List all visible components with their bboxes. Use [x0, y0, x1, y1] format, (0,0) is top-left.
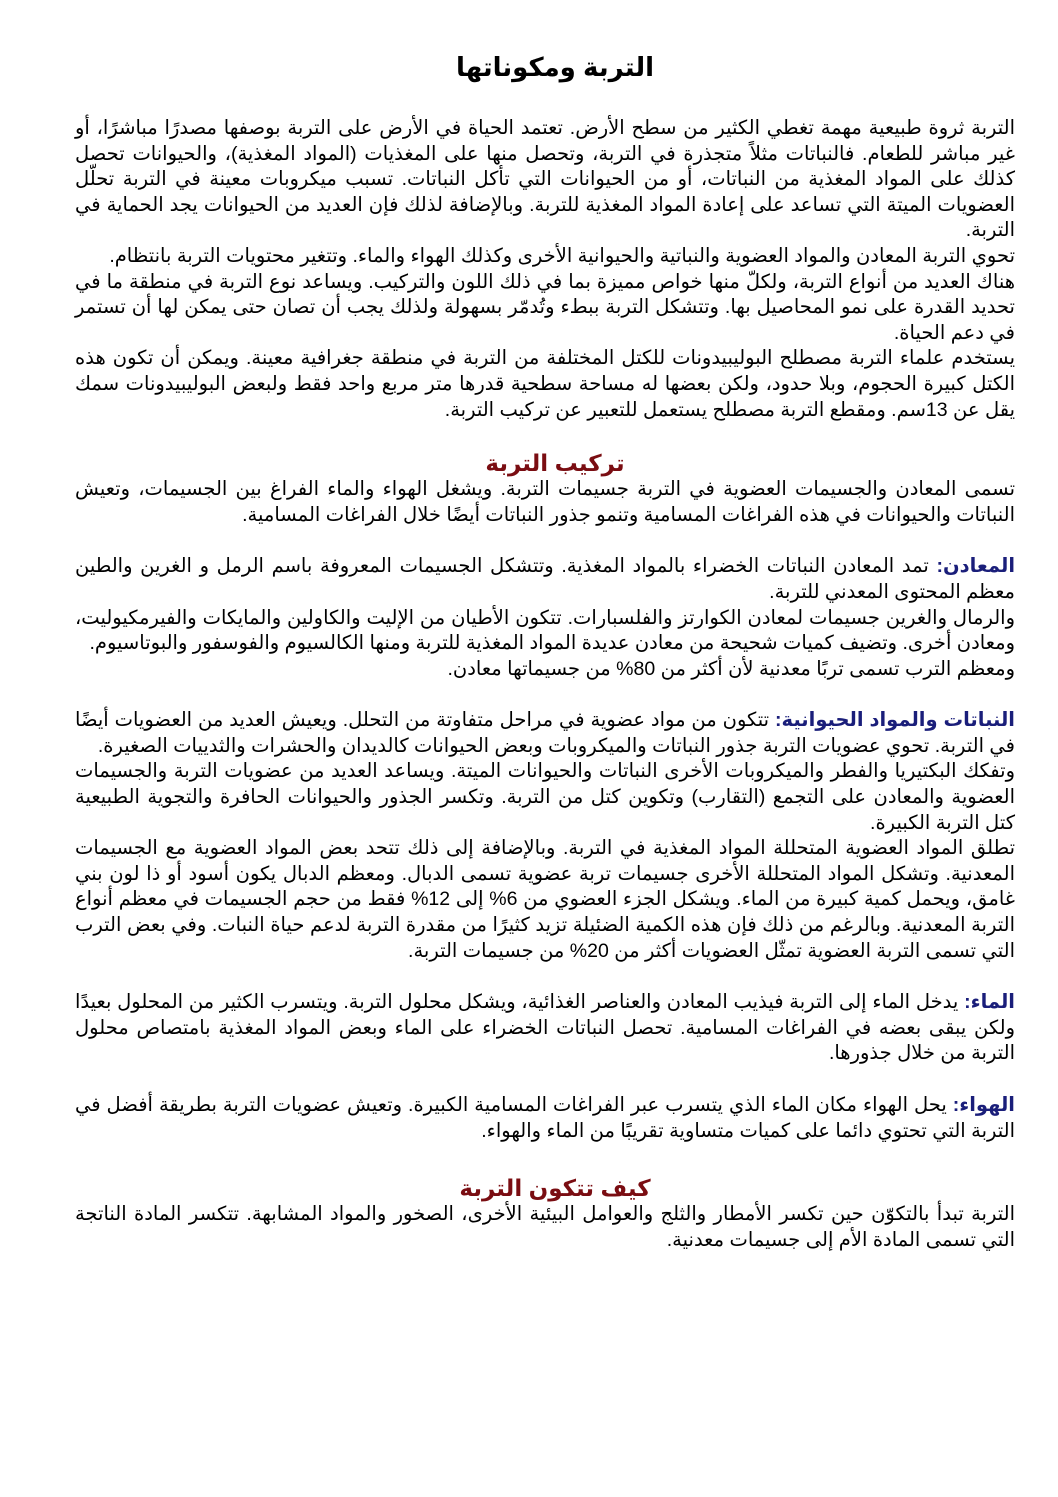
organic-paragraph-3: تطلق المواد العضوية المتحللة المواد المغذية في التربة. وبالإضافة إلى ذلك تتحد بعض المواد العضوية مع الجسيمات المعدنية. وتشكل المواد المتحللة الأخرى جسيمات تربة عضوية تسمى الدبال. ومعظم الدبال يكون أسود أو ذا لون بني غامق، ويحمل كمية كبيرة من الماء. ويشكل الجزء العضوي من 6% إلى 12% فقط من حجم الجسيمات في معظم أنواع التربة المعدنية. وبالرغم من ذلك فإن هذه الكمية الضئيلة تزيد كثيرًا من مقدرة التربة لدعم حياة النبات. وفي بعض الترب التي تسمى التربة العضوية تمثّل العضويات أكثر من 20% من جسيمات التربة.	[75, 837, 1015, 962]
formation-paragraph: التربة تبدأ بالتكوّن حين تكسر الأمطار والثلج والعوامل البيئية الأخرى، الصخور والمواد المشابهة. تتكسر المادة الناتجة التي تسمى المادة الأم إلى جسيمات معدنية.	[75, 1203, 1015, 1251]
air-label: الهواء:	[952, 1094, 1015, 1116]
intro-paragraph-2: تحوي التربة المعادن والمواد العضوية والنباتية والحيوانية الأخرى وكذلك الهواء والماء. وتتغير محتويات التربة بانتظام.	[109, 244, 1015, 267]
air-text: يحل الهواء مكان الماء الذي يتسرب عبر الفراغات المسامية الكبيرة. وتعيش عضويات التربة بطريقة أفضل في التربة التي تحتوي دائما على كميات متساوية تقريبًا من الماء والهواء.	[75, 1094, 1015, 1142]
water-paragraph	[75, 990, 1015, 1067]
organic-label: النباتات والمواد الحيوانية:	[775, 709, 1015, 732]
water-label: الماء:	[964, 991, 1015, 1014]
minerals-paragraph-2: والرمال والغرين جسيمات لمعادن الكوارتز والفلسبارات. تتكون الأطيان من الإليت والكاولين والمايكات والفيرمكيوليت، ومعادن أخرى. وتضيف كميات شحيحة من معادن عديدة المواد المغذية للتربة ومنها الكالسيوم والفوسفور والبوتاسيوم.	[75, 606, 1015, 655]
page-title: التربة ومكوناتها	[455, 52, 655, 82]
water-text: يدخل الماء إلى التربة فيذيب المعادن والعناصر الغذائية، ويشكل محلول التربة. ويتسرب الكثير من المحلول بعيدًا ولكن يبقى بعضه في الفراغات المسامية. تحصل النباتات الخضراء على الماء وبعض المواد المغذية بامتصاص محلول التربة من خلال جذورها.	[75, 991, 1015, 1065]
section-heading-formation: كيف تتكون التربة	[459, 1175, 651, 1202]
organic-paragraph-2: وتفكك البكتيريا والفطر والميكروبات الأخرى النباتات والحيوانات الميتة. ويساعد العديد من عضويات التربة والجسيمات العضوية والمعادن على التجمع (التقارب) وتكوين كتل من التربة. وتكسر الجذور والحيوانات الحافرة والتجوية الطبيعية كتل التربة الكبيرة.	[75, 760, 1015, 834]
minerals-paragraph-1	[75, 554, 1015, 605]
minerals-text: تمد المعادن النباتات الخضراء بالمواد المغذية. وتتشكل الجسيمات المعروفة باسم الرمل و الغرين والطين معظم المحتوى المعدني للتربة.	[75, 555, 1015, 603]
composition-paragraph: تسمى المعادن والجسيمات العضوية في التربة جسيمات التربة. ويشغل الهواء والماء الفراغ بين الجسيمات، وتعيش النباتات والحيوانات في هذه الفراغات المسامية وتنمو جذور النباتات أيضًا خلال الفراغات المسامية.	[75, 478, 1015, 526]
intro-paragraph-4: يستخدم علماء التربة مصطلح البوليبيدونات للكتل المختلفة من التربة في منطقة جغرافية معينة. ويمكن أن تكون هذه الكتل كبيرة الحجوم، وبلا حدود، ولكن بعضها له مساحة سطحية قدرها متر مربع واحد فقط ولبعض البوليبيدونات سمك يقل عن 13سم. ومقطع التربة مصطلح يستعمل للتعبير عن تركيب التربة.	[75, 347, 1015, 421]
section-heading-composition: تركيب التربة	[485, 450, 625, 477]
document-page	[75, 0, 1015, 1253]
organic-paragraph-1	[75, 708, 1015, 759]
intro-paragraph-3: هناك العديد من أنواع التربة، ولكلّ منها خواص مميزة بما في ذلك اللون والتركيب. ويساعد نوع التربة في منطقة ما في تحديد القدرة على نمو المحاصيل بها. وتتشكل التربة ببطء وتُدمّر بسهولة ولذلك يجب أن تصان حتى يمكن لها أن تستمر في دعم الحياة.	[75, 270, 1015, 344]
intro-paragraph-1: التربة ثروة طبيعية مهمة تغطي الكثير من سطح الأرض. تعتمد الحياة في الأرض على التربة بوصفها مصدرًا مباشرًا، أو غير مباشر للطعام. فالنباتات مثلاً متجذرة في التربة، وتحصل منها على المغذيات (المواد المغذية)، والحيوانات تحصل كذلك على المواد المغذية من النباتات، أو من الحيوانات التي تأكل النباتات. تسبب ميكروبات معينة في التربة تحلّل العضويات الميتة التي تساعد على إعادة المواد المغذية للتربة. وبالإضافة لذلك فإن العديد من الحيوانات يجد الحماية في التربة.	[75, 117, 1015, 242]
organic-text: تتكون من مواد عضوية في مراحل متفاوتة من التحلل. ويعيش العديد من العضويات أيضًا في التربة. تحوي عضويات التربة جذور النباتات والميكروبات وبعض الحيوانات كالديدان والحشرات والثدييات الصغيرة.	[75, 709, 1015, 757]
minerals-label: المعادن:	[936, 555, 1016, 578]
minerals-paragraph-3: ومعظم الترب تسمى تربًا معدنية لأن أكثر من 80% من جسيماتها معادن.	[447, 657, 1015, 680]
air-paragraph	[75, 1093, 1015, 1144]
